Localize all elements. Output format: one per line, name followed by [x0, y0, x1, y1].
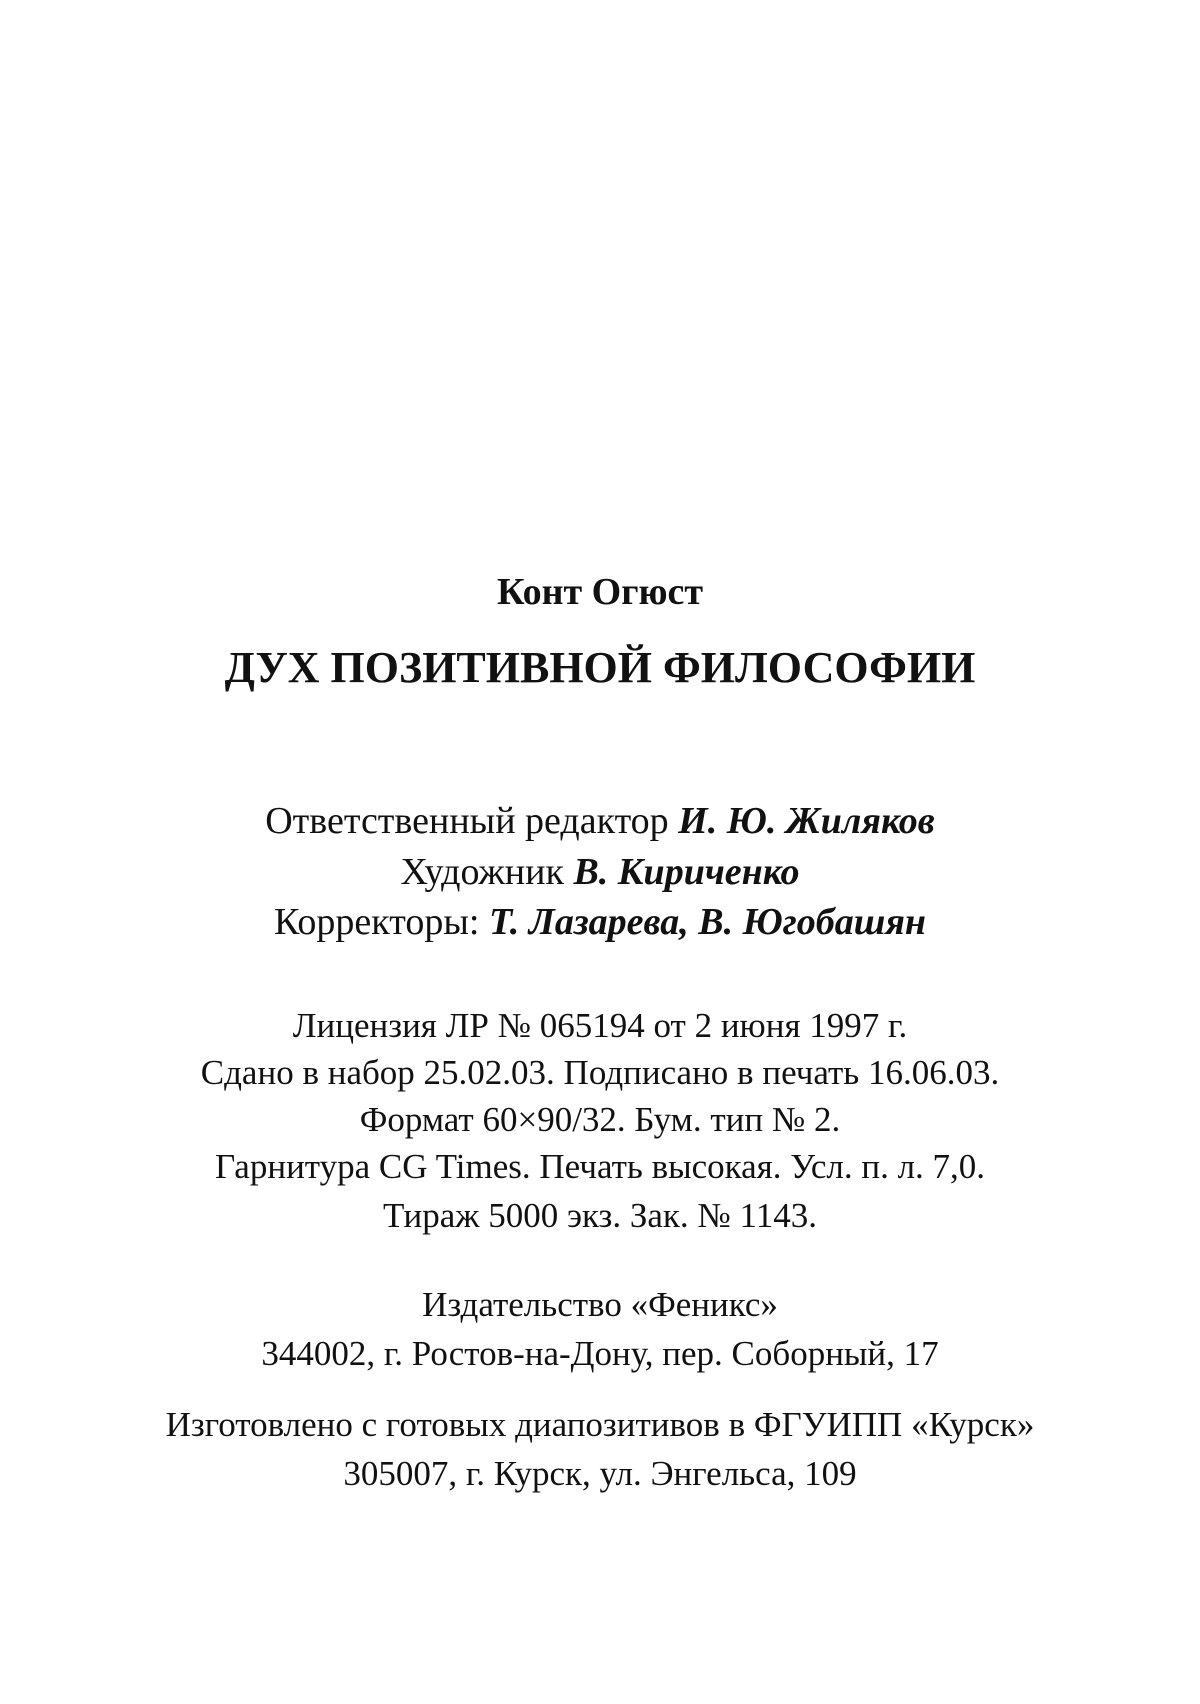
correctors-credit	[0, 903, 1200, 941]
artist-credit	[0, 853, 1200, 891]
book-author: Конт Огюст	[496, 571, 704, 613]
manufacturer-address: 305007, г. Курск, ул. Энгельса, 109	[343, 1454, 857, 1493]
artist-label: Художник	[400, 851, 564, 893]
manufacturer-line: Изготовлено с готовых диапозитивов в ФГУИПП «Курск»	[165, 1405, 1035, 1444]
typeface-line: Гарнитура CG Times. Печать высокая. Усл. п. л. 7,0.	[214, 1147, 986, 1186]
correctors-names: Т. Лазарева, В. Югобашян	[488, 901, 927, 943]
format-line: Формат 60×90/32. Бум. тип № 2.	[359, 1100, 841, 1139]
editor-label: Ответственный редактор	[265, 800, 669, 842]
dates-line: Сдано в набор 25.02.03. Подписано в печать 16.06.03.	[200, 1053, 1000, 1092]
publisher-address: 344002, г. Ростов-на-Дону, пер. Соборный, 17	[261, 1334, 939, 1373]
editor-credit	[0, 802, 1200, 840]
editor-name: И. Ю. Жиляков	[678, 800, 935, 842]
print-run-line: Тираж 5000 экз. Зак. № 1143.	[382, 1196, 817, 1235]
publisher-name: Издательство «Феникс»	[422, 1285, 778, 1324]
book-title: ДУХ ПОЗИТИВНОЙ ФИЛОСОФИИ	[224, 643, 976, 692]
artist-name: В. Кириченко	[573, 851, 800, 893]
license-line: Лицензия ЛР № 065194 от 2 июня 1997 г.	[292, 1006, 908, 1045]
correctors-label: Корректоры:	[273, 901, 480, 943]
